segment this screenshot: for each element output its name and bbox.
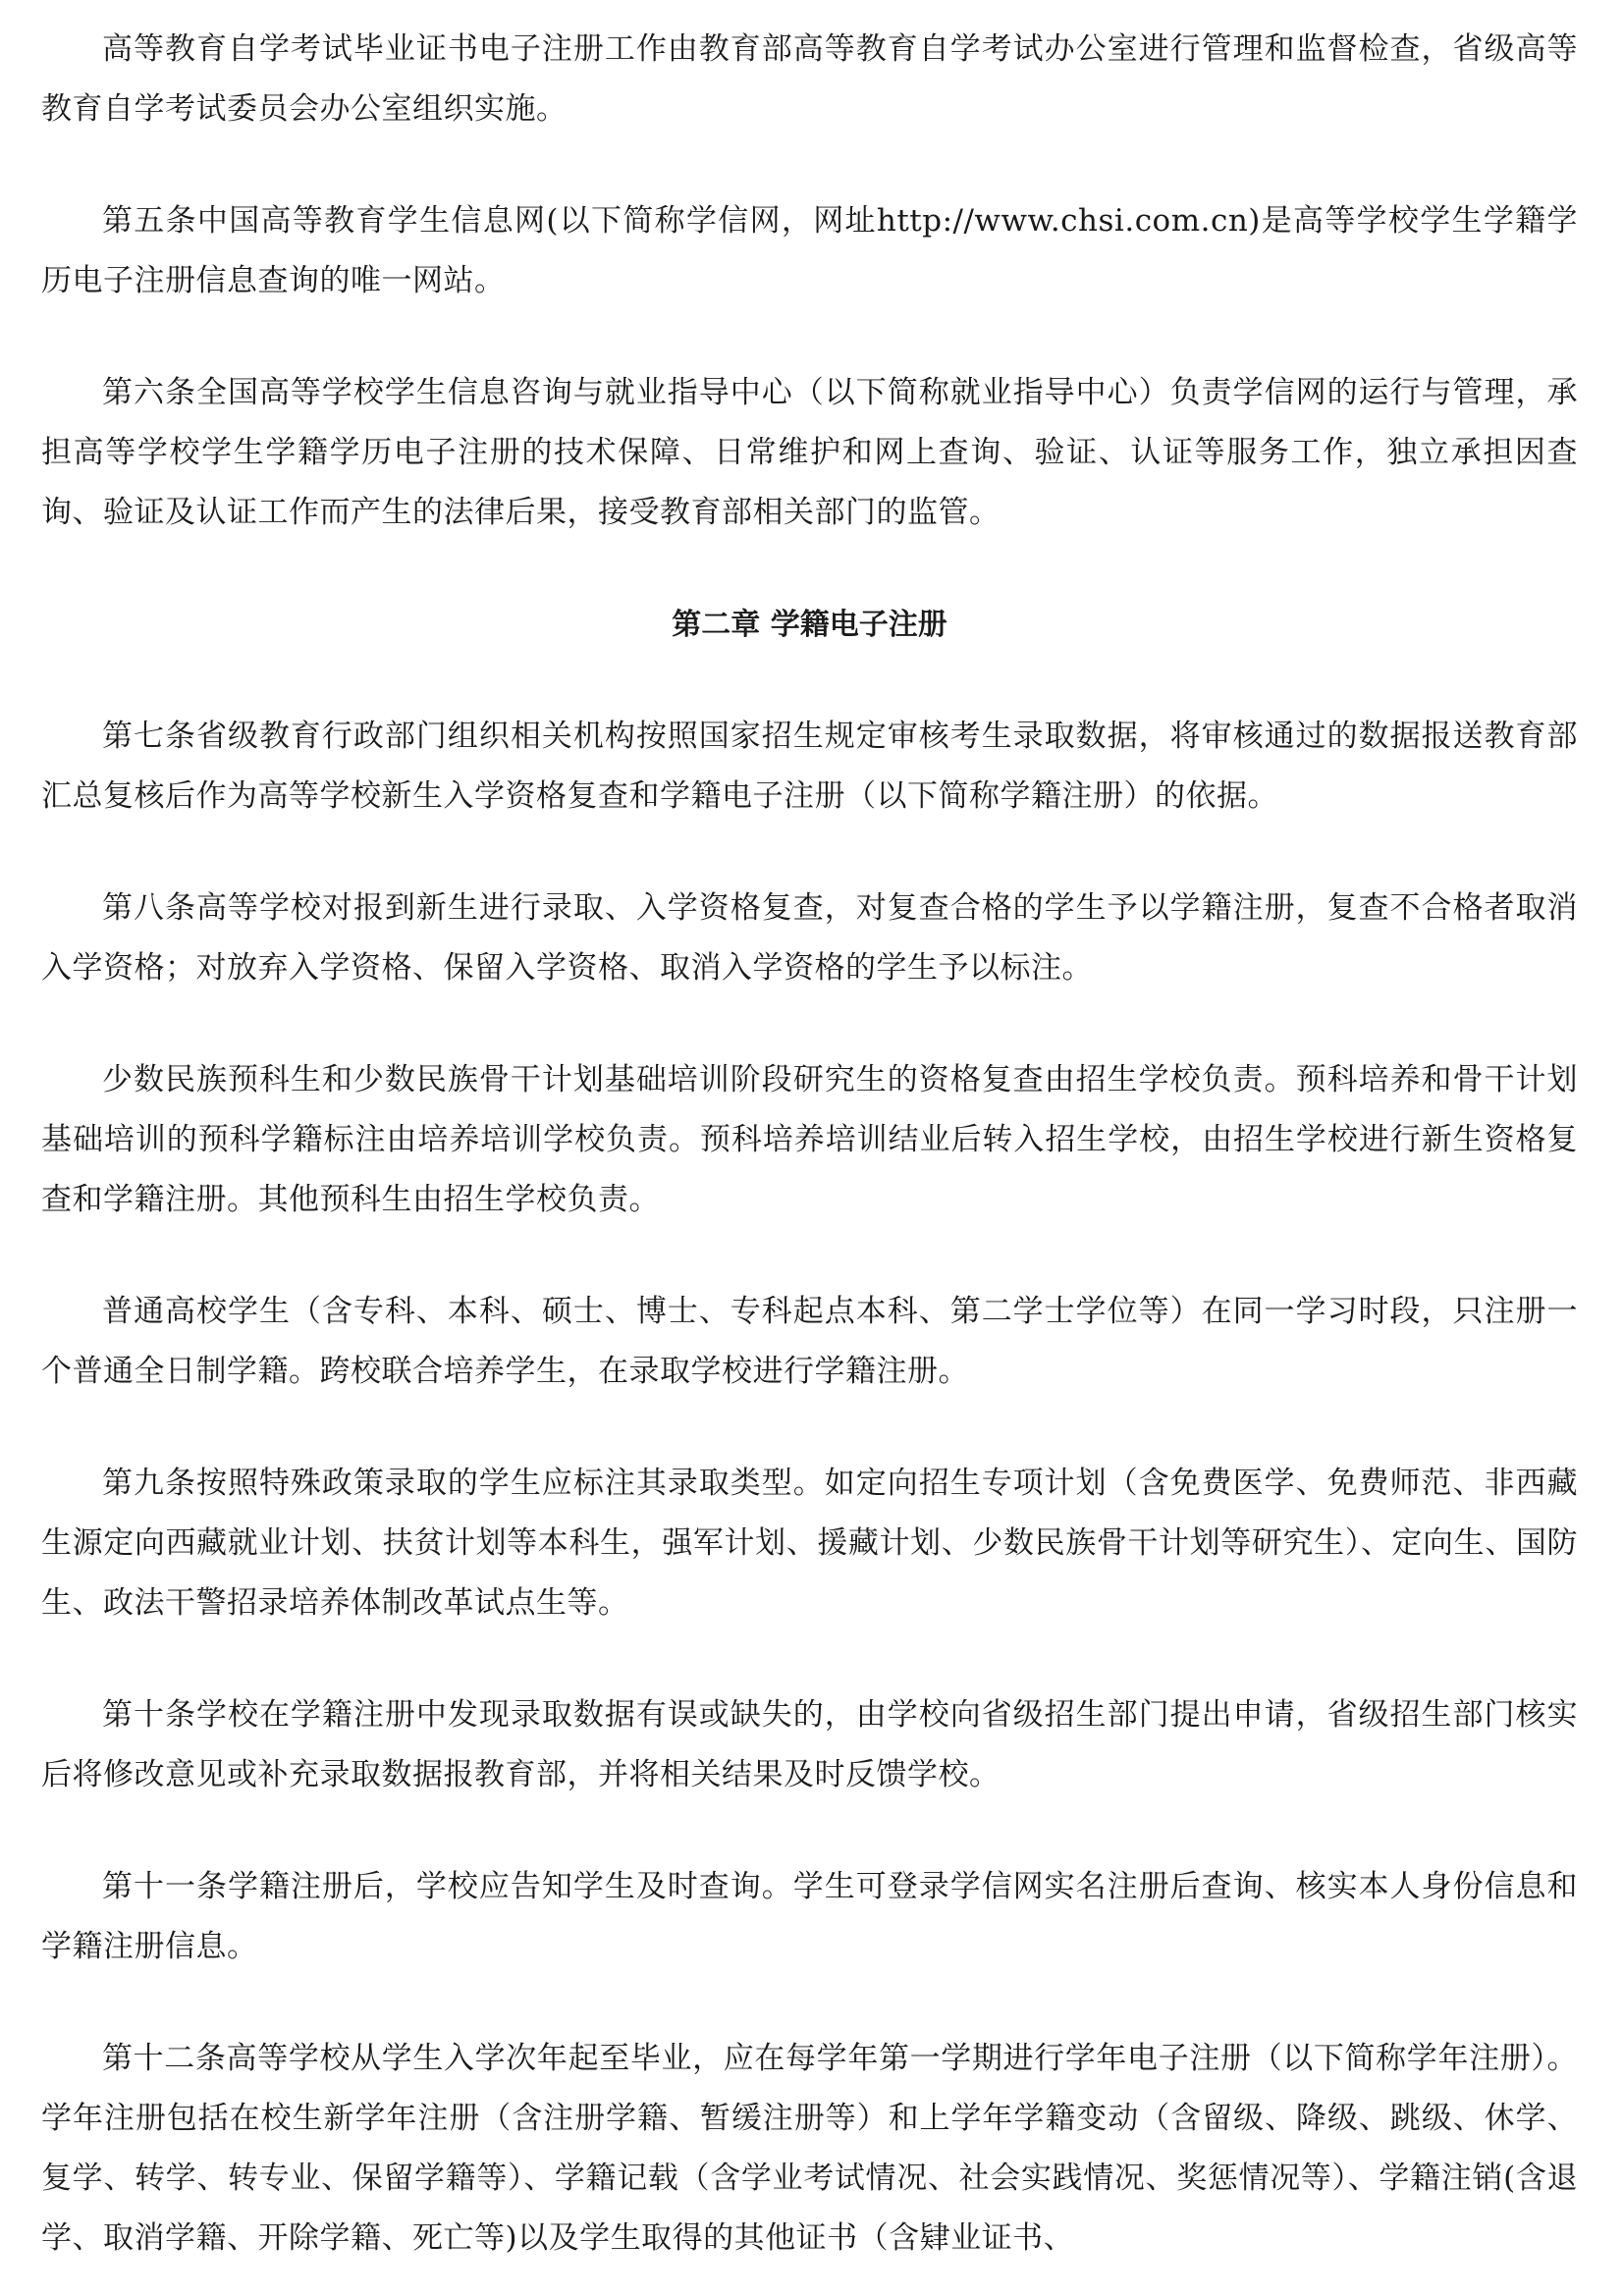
paragraph-article-10: 第十条学校在学籍注册中发现录取数据有误或缺失的，由学校向省级招生部门提出申请，省级招生部门核实后将修改意见或补充录取数据报教育部，并将相关结果及时反馈学校。 (41, 1697, 1578, 1792)
paragraph-preparatory-students: 少数民族预科生和少数民族骨干计划基础培训阶段研究生的资格复查由招生学校负责。预科培养和骨干计划基础培训的预科学籍标注由培养培训学校负责。预科培养培训结业后转入招生学校，由招生学校进行新生资格复查和学籍注册。其他预科生由招生学校负责。 (41, 1062, 1578, 1217)
paragraph-article-12: 第十二条高等学校从学生入学次年起至毕业，应在每学年第一学期进行学年电子注册（以下简称学年注册）。学年注册包括在校生新学年注册（含注册学籍、暂缓注册等）和上学年学籍变动（含留级、降级、跳级、休学、复学、转学、转专业、保留学籍等）、学籍记载（含学业考试情况、社会实践情况、奖惩情况等）、学籍注销(含退学、取消学籍、开除学籍、死亡等)以及学生取得的其他证书（含肄业证书、 (41, 2041, 1578, 2256)
paragraph-article-8: 第八条高等学校对报到新生进行录取、入学资格复查，对复查合格的学生予以学籍注册，复查不合格者取消入学资格；对放弃入学资格、保留入学资格、取消入学资格的学生予以标注。 (41, 890, 1578, 986)
paragraph-article-9: 第九条按照特殊政策录取的学生应标注其录取类型。如定向招生专项计划（含免费医学、免费师范、非西藏生源定向西藏就业计划、扶贫计划等本科生，强军计划、援藏计划、少数民族骨干计划等研究生）、定向生、国防生、政法干警招录培养体制改革试点生等。 (41, 1466, 1578, 1621)
chapter-heading: 第二章 学籍电子注册 (672, 608, 947, 642)
paragraph-article-7: 第七条省级教育行政部门组织相关机构按照国家招生规定审核考生录取数据，将审核通过的数据报送教育部汇总复核后作为高等学校新生入学资格复查和学籍电子注册（以下简称学籍注册）的依据。 (41, 719, 1578, 814)
paragraph-article-5: 第五条中国高等教育学生信息网(以下简称学信网，网址http://www.chsi.com.cn)是高等学校学生学籍学历电子注册信息查询的唯一网站。 (41, 203, 1578, 298)
paragraph-article-11: 第十一条学籍注册后，学校应告知学生及时查询。学生可登录学信网实名注册后查询、核实本人身份信息和学籍注册信息。 (41, 1869, 1578, 1964)
paragraph-continuation: 高等教育自学考试毕业证书电子注册工作由教育部高等教育自学考试办公室进行管理和监督检查，省级高等教育自学考试委员会办公室组织实施。 (41, 31, 1578, 127)
paragraph-article-6: 第六条全国高等学校学生信息咨询与就业指导中心（以下简称就业指导中心）负责学信网的运行与管理，承担高等学校学生学籍学历电子注册的技术保障、日常维护和网上查询、验证、认证等服务工作，独立承担因查询、验证及认证工作而产生的法律后果，接受教育部相关部门的监管。 (41, 375, 1578, 530)
paragraph-single-registration: 普通高校学生（含专科、本科、硕士、博士、专科起点本科、第二学士学位等）在同一学习时段，只注册一个普通全日制学籍。跨校联合培养学生，在录取学校进行学籍注册。 (41, 1294, 1578, 1389)
